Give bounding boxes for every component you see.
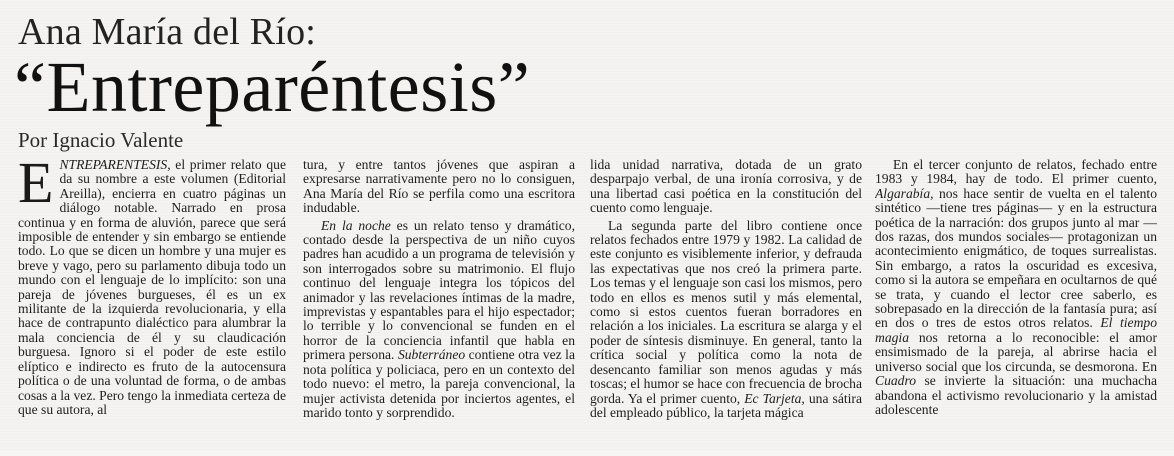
story-title: NTREPARENTESIS [59, 158, 168, 172]
story-title: Subterráneo [397, 347, 466, 363]
article-headline: “Entreparéntesis” [14, 47, 531, 127]
drop-cap: E [18, 158, 54, 215]
story-title: El tiempo magia [875, 315, 1157, 345]
article-kicker: Ana María del Río: [18, 11, 317, 53]
story-title: Cuadro [875, 373, 917, 389]
story-title: Ec Tarjeta [744, 390, 802, 406]
story-title: En la noche [321, 217, 391, 233]
paragraph-text: nos retorna a lo reconocible: el amor ensimismado de la pareja, al abrirse hacia el universo social que los circunda, se desmorona. En [875, 329, 1157, 374]
text-column-4 [875, 158, 1157, 456]
paragraph [590, 158, 862, 216]
paragraph-text: es un relato tenso y dramático, contado desde la perspectiva de un niño cuyos padres han acudido a un programa de televisión y son interrogados sobre su matrimonio. El flujo continuo del lenguaje integra los tópicos del animador y las revelaciones íntimas de la madre, imprevistas y espantables para el hijo espectador; lo terrible y lo convencional se funden en el horror de la conciencia infantil que habla en primera persona. [303, 217, 575, 363]
paragraph-text: lida unidad narrativa, dotada de un grato desparpajo verbal, de una ironía corrosiva, y de una libertad casi poética en la constitución del cuento como lenguaje. [590, 158, 862, 216]
paragraph [875, 158, 1157, 417]
paragraph [303, 158, 575, 216]
paragraph-text: , el primer relato que da su nombre a este volumen (Editorial Areilla), encierra en cuatro páginas un diálogo notable. Narrado en prosa continua y en forma de aluvión, parece que será imposible de entender y sin embargo se entiende todo. Lo que se dicen un hombre y una mujer es breve y vago, pero su parlamento dibuja todo un mundo con el lenguaje de lo implícito: son una pareja de jóvenes burgueses, él es un ex militante de la izquierda revolucionaria, y ella hace de contrapunto dialéctico para alumbrar la mala conciencia de él y su claudicación burguesa. Ignoro si el poder de este estilo elíptico e indirecto es fruto de la autocensura política o de una voluntad de forma, o de ambas cosas a la vez. Pero tengo la inmediata certeza de que su autora, al [18, 158, 286, 417]
paragraph [590, 219, 862, 421]
paragraph-text: contiene otra vez la nota política y policiaca, pero en un contexto del todo nuevo: el metro, la pareja convencional, la mujer activista detenida por inciertos agentes, el marido tonto y sorprendido. [303, 347, 575, 420]
story-title: Algarabía [875, 185, 931, 201]
text-column-3 [590, 158, 862, 456]
paragraph-text: En el tercer conjunto de relatos, fechado entre 1983 y 1984, hay de todo. El primer cuento, [875, 158, 1157, 187]
paragraph [303, 219, 575, 421]
paragraph-text: tura, y entre tantos jóvenes que aspiran a expresarse narrativamente pero no lo consiguen, Ana María del Río se perfila como una escritora indudable. [303, 158, 575, 216]
article-byline: Por Ignacio Valente [18, 128, 184, 152]
paragraph-text: , una sátira del empleado público, la tarjeta mágica [590, 390, 862, 420]
paragraph-text: La segunda parte del libro contiene once relatos fechados entre 1979 y 1982. La calidad de este conjunto es visiblemente inferior, y defrauda las expectativas que nos creó la primera parte. Los temas y el lenguaje son casi los mismos, pero todo en ellos es menos sutil y más elemental, como si estos cuentos fueran borradores en relación a los iniciales. La escritura se alarga y el poder de síntesis disminuye. En general, tanto la crítica social y política como la nota de desencanto familiar son menos agudas y más toscas; el humor se hace con frecuencia de brocha gorda. Ya el primer cuento, [590, 217, 862, 406]
paragraph [18, 158, 286, 417]
paragraph-text: , nos hace sentir de vuelta en el talento sintético —tiene tres páginas— y en la estructura poética de la narración: dos grupos junto al mar —dos razas, dos mundos sociales— protagonizan un acontecimiento enigmático, de toques surrealistas. Sin embargo, a ratos la oscuridad es excesiva, como si la autora se empeñara en ocultarnos de qué se trata, y cuando el lector cree saberlo, es sobrepasado en la dirección de la fantasía pura; así en dos o tres de estos otros relatos. [875, 185, 1157, 331]
text-column-2 [303, 158, 575, 456]
text-column-1 [18, 158, 286, 456]
paragraph-text: se invierte la situación: una muchacha abandona el activismo revolucionario y la amistad adolescente [875, 373, 1157, 417]
